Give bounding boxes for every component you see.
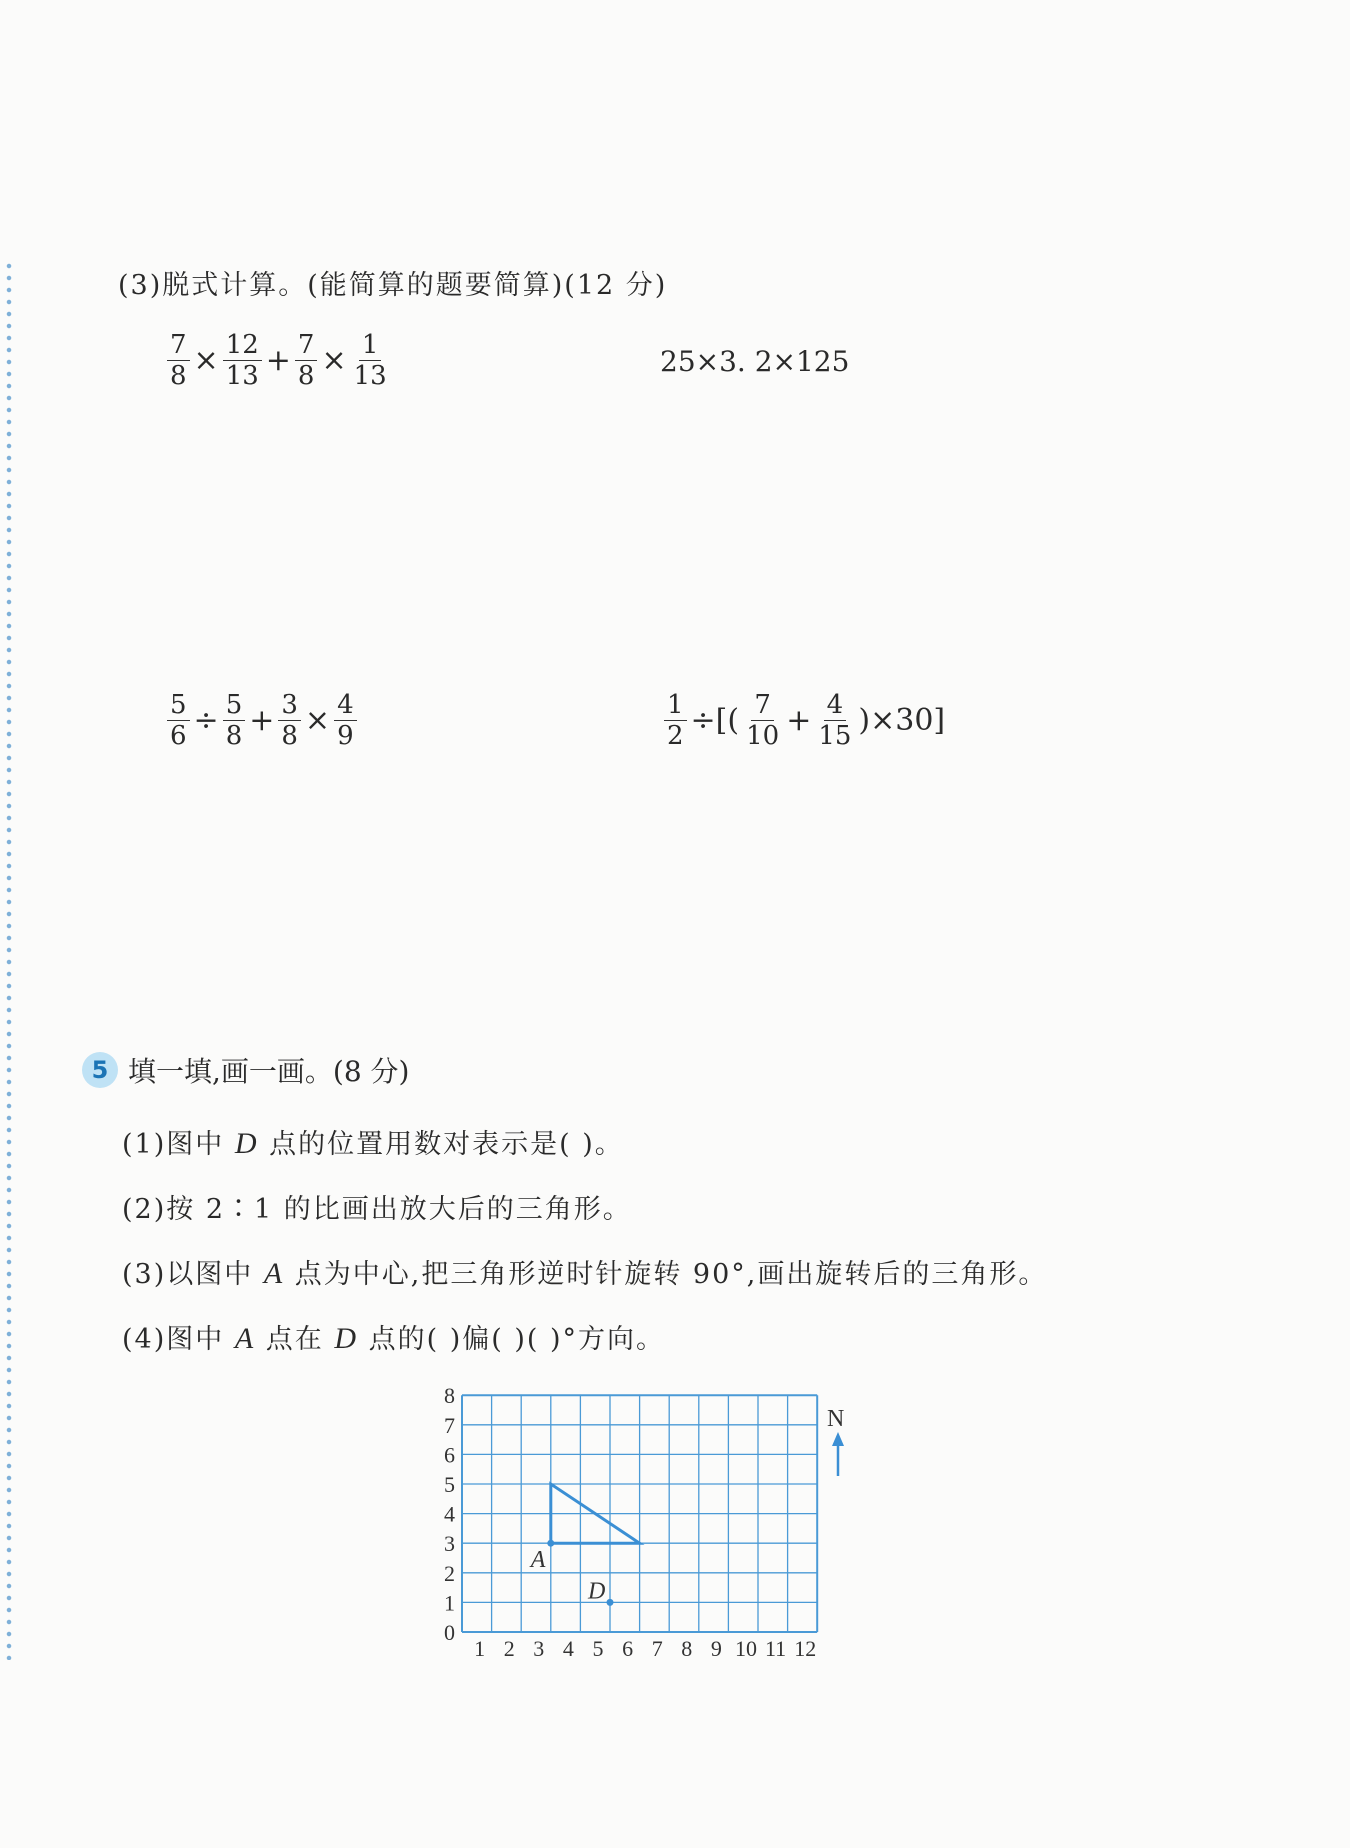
y-tick-label: 4 (444, 1501, 455, 1527)
section3-heading: (3)脱式计算。(能简算的题要简算)(12 分) (118, 270, 668, 301)
fraction: $\frac{7}{10}$ (746, 690, 780, 751)
x-axis-labels (474, 1636, 816, 1661)
x-tick-label: 4 (562, 1636, 574, 1661)
y-tick-label: 7 (444, 1412, 455, 1438)
x-tick-label: 7 (651, 1636, 663, 1661)
north-label: N (827, 1406, 845, 1432)
fraction: $\frac{3}{8}$ (278, 690, 301, 751)
x-tick-label: 5 (592, 1636, 604, 1661)
question-4: (4)图中 A 点在 D 点的( )偏( )( )°方向。 (122, 1322, 666, 1355)
question-3: (3)以图中 A 点为中心,把三角形逆时针旋转 90°,画出旋转后的三角形。 (122, 1257, 1048, 1290)
fraction: $\frac{7}{8}$ (295, 330, 318, 391)
y-axis-labels (444, 1383, 455, 1645)
expression-4: $\frac{1}{2}$ ÷[( $\frac{7}{10}$ + $\frac{4}{15}$ )×30] (662, 690, 947, 751)
x-tick-label: 10 (735, 1636, 757, 1661)
expression-3: $\frac{5}{6}$ ÷ $\frac{5}{8}$ + $\frac{3}{8}$ × $\frac{4}{9}$ (165, 690, 359, 751)
fraction: $\frac{7}{8}$ (167, 330, 190, 391)
y-tick-label: 5 (444, 1472, 455, 1497)
y-tick-label: 3 (444, 1531, 455, 1557)
section5-title: 5 填一填,画一画。(8 分) (82, 1050, 409, 1090)
x-tick-label: 3 (533, 1636, 545, 1661)
x-tick-label: 9 (710, 1636, 722, 1661)
grid-lines (462, 1395, 817, 1632)
y-tick-label: 0 (444, 1620, 455, 1645)
expression-2: 25×3. 2×125 (660, 345, 850, 378)
question-1: (1)图中 D 点的位置用数对表示是( )。 (122, 1127, 624, 1160)
x-tick-label: 1 (474, 1636, 486, 1661)
y-tick-label: 1 (444, 1590, 455, 1616)
point-d (607, 1599, 614, 1606)
fraction: $\frac{1}{2}$ (664, 690, 687, 751)
y-tick-label: 8 (444, 1383, 455, 1409)
y-tick-label: 6 (444, 1442, 455, 1468)
section-number-badge: 5 (82, 1052, 118, 1088)
question-2: (2)按 2∶1 的比画出放大后的三角形。 (122, 1194, 632, 1225)
x-tick-label: 8 (681, 1636, 693, 1661)
fraction: $\frac{5}{6}$ (167, 690, 190, 751)
point-a (547, 1540, 554, 1547)
point-d-label: D (588, 1578, 606, 1605)
fraction: $\frac{4}{9}$ (334, 690, 357, 751)
y-tick-label: 2 (444, 1560, 455, 1586)
x-tick-label: 11 (765, 1636, 787, 1661)
point-a-label: A (530, 1547, 546, 1574)
north-arrow-icon (832, 1432, 844, 1476)
x-tick-label: 12 (794, 1636, 817, 1661)
fraction: $\frac{12}{13}$ (223, 330, 262, 391)
x-tick-label: 6 (622, 1636, 634, 1661)
fraction: $\frac{1}{13}$ (353, 330, 387, 391)
expression-1: $\frac{7}{8}$ × $\frac{12}{13}$ + $\frac{7}{8}$ × $\frac{1}{13}$ (165, 330, 392, 391)
fraction: $\frac{5}{8}$ (223, 690, 246, 751)
x-tick-label: 2 (503, 1636, 515, 1661)
fraction: $\frac{4}{15}$ (818, 690, 852, 751)
